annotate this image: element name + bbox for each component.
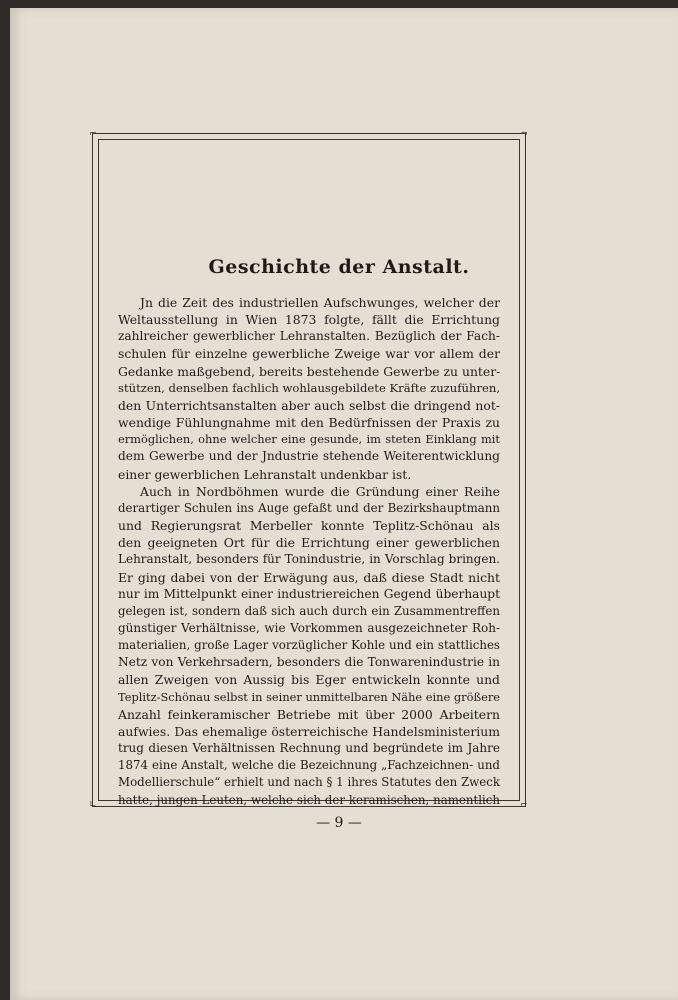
frame-corner-ornament: ⌐ (89, 129, 97, 139)
text-line: hatte, jungen Leuten, welche sich der keramischen, namentlich (118, 792, 500, 807)
text-line: Gedanke maßgebend, bereits bestehende Gewerbe zu unter- (118, 363, 501, 379)
text-line: stützen, denselben fachlich wohlausgebildete Kräfte zuzuführen, (118, 380, 501, 395)
text-line: Weltausstellung in Wien 1873 folgte, fällt die Errichtung (118, 312, 500, 328)
text-line: gelegen ist, sondern daß sich auch durch ein Zusammentreffen (118, 603, 500, 618)
body-text (118, 294, 500, 809)
text-line: wendige Fühlungnahme mit den Bedürfnissen der Praxis zu (118, 415, 500, 431)
page-number: — 9 — (316, 815, 362, 831)
text-line: nur im Mittelpunkt einer industriereichen Gegend überhaupt (118, 586, 500, 601)
text-line: günstiger Verhältnisse, wie Vorkommen ausgezeichneter Roh- (118, 620, 500, 635)
paragraph-2 (118, 483, 500, 809)
text-line: dem Gewerbe und der Jndustrie stehende Weiterentwicklung (118, 449, 500, 464)
text-line: Er ging dabei von der Erwägung aus, daß diese Stadt nicht (118, 569, 500, 585)
text-line: den Unterrichtsanstalten aber auch selbst die dringend not- (118, 397, 500, 413)
text-line: Lehranstalt, besonders für Tonindustrie, in Vorschlag bringen. (118, 552, 500, 567)
text-line: schulen für einzelne gewerbliche Zweige war vor allem der (118, 346, 500, 362)
text-line: materialien, große Lager vorzüglicher Kohle und ein stattliches (118, 638, 500, 653)
text-line: aufwies. Das ehemalige österreichische Handelsministerium (118, 723, 500, 739)
text-line: derartiger Schulen ins Auge gefaßt und der Bezirkshauptmann (118, 500, 500, 515)
text-line: Anzahl feinkeramischer Betriebe mit über 2000 Arbeitern (118, 706, 500, 722)
text-line: zahlreicher gewerblicher Lehranstalten. Bezüglich der Fach- (118, 329, 500, 344)
text-line: und Regierungsrat Merbeller konnte Teplitz-Schönau als (118, 518, 500, 534)
text-line: ermöglichen, ohne welcher eine gesunde, im steten Einklang mit (118, 432, 500, 447)
text-line: 1874 eine Anstalt, welche die Bezeichnung „Fachzeichnen- und (118, 758, 500, 773)
frame-corner-ornament: ¬ (520, 129, 528, 139)
text-line: Auch in Nordböhmen wurde die Gründung einer Reihe (140, 483, 500, 499)
paragraph-1 (118, 294, 500, 483)
page-title: Geschichte der Anstalt. (208, 256, 470, 278)
text-line: Teplitz-Schönau selbst in seiner unmittelbaren Nähe eine größere (118, 689, 501, 704)
frame-corner-ornament: ⌐ (520, 800, 528, 810)
frame-corner-ornament: ∟ (89, 800, 97, 810)
text-line: trug diesen Verhältnissen Rechnung und begründete im Jahre (118, 741, 500, 756)
text-line: allen Zweigen von Aussig bis Eger entwickeln konnte und (118, 672, 500, 688)
text-line: Jn die Zeit des industriellen Aufschwunges, welcher der (140, 295, 500, 310)
text-line: den geeigneten Ort für die Errichtung einer gewerblichen (118, 535, 500, 551)
text-line: einer gewerblichen Lehranstalt undenkbar ist. (118, 466, 412, 482)
text-line: Netz von Verkehrsadern, besonders die Tonwarenindustrie in (118, 655, 500, 670)
text-line: Modellierschule“ erhielt und nach § 1 ihres Statutes den Zweck (118, 775, 500, 790)
